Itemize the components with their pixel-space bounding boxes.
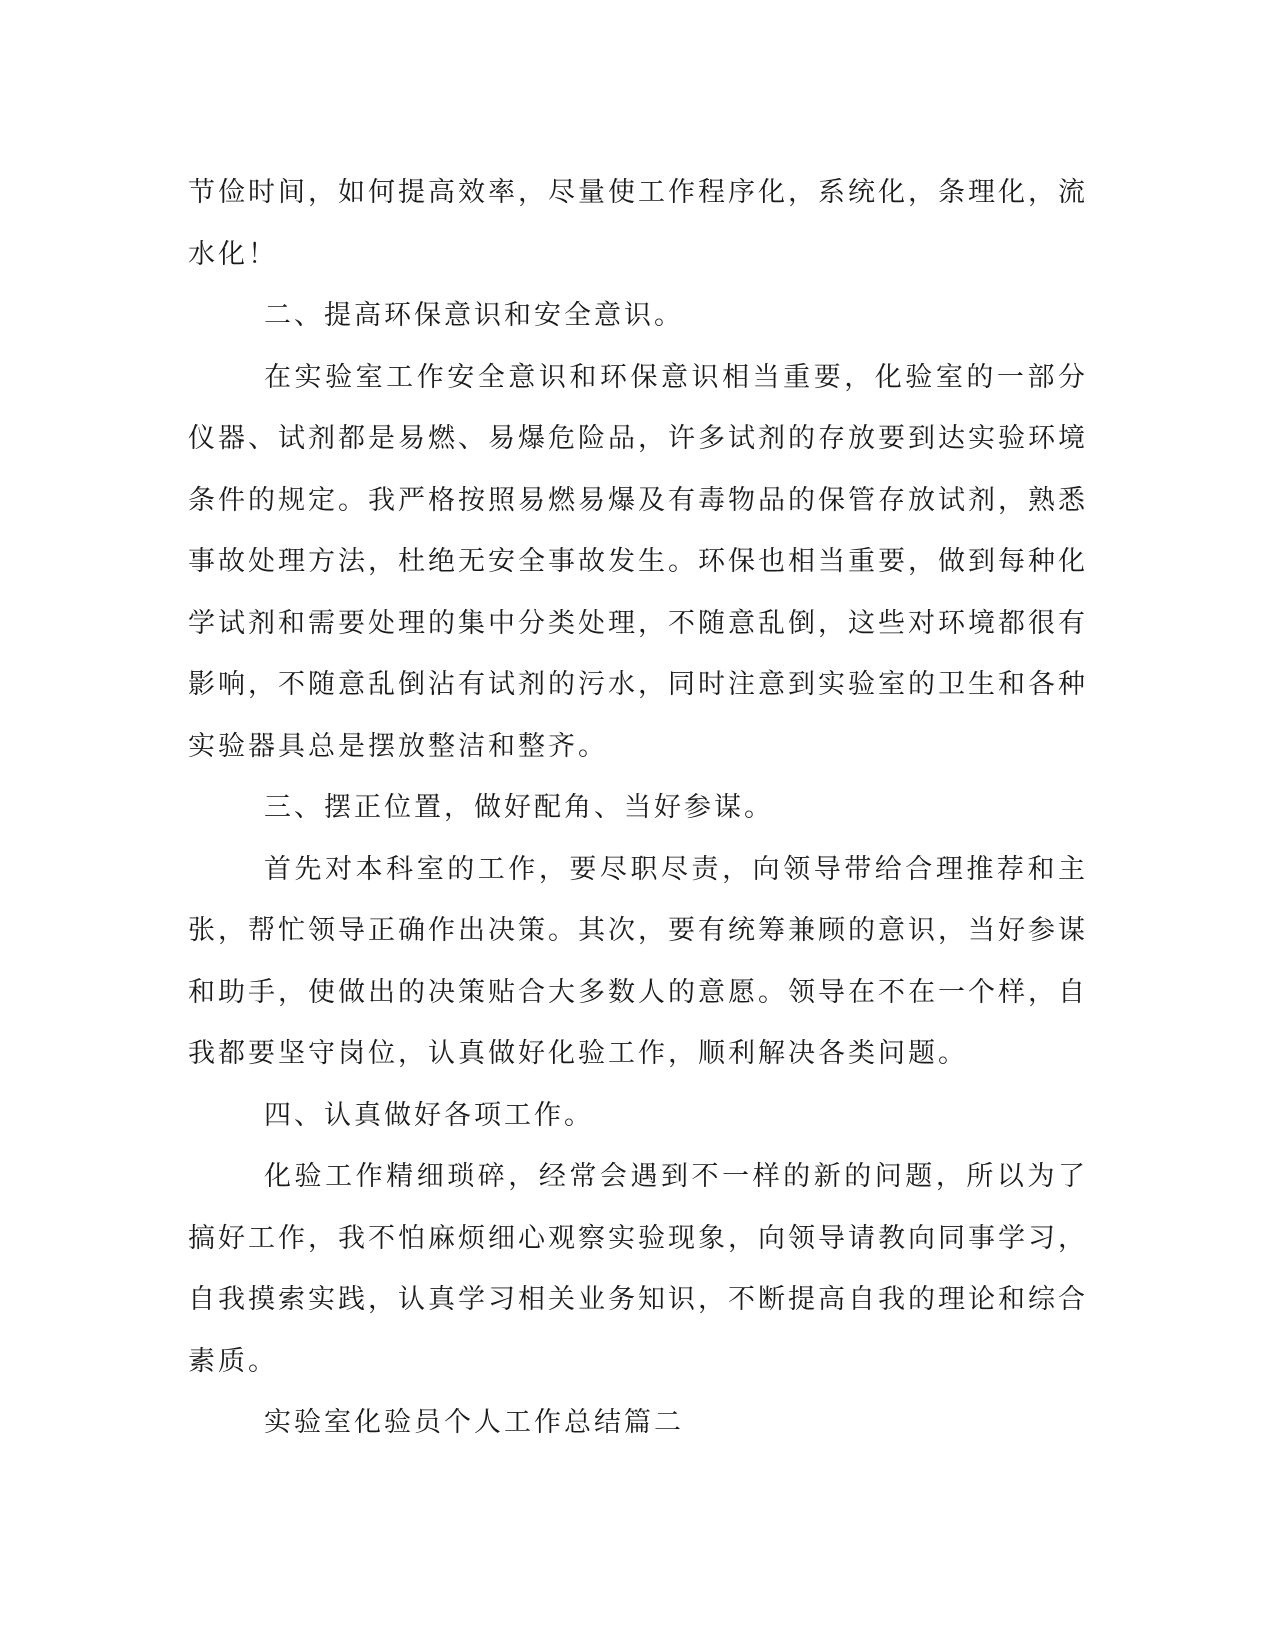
paragraph-safety: 在实验室工作安全意识和环保意识相当重要，化验室的一部分仪器、试剂都是易燃、易爆危险品，许多试剂的存放要到达实验环境条件的规定。我严格按照易燃易爆及有毒物品的保管存放试剂，熟悉事故处理方法，杜绝无安全事故发生。环保也相当重要，做到每种化学试剂和需要处理的集中分类处理，不随意乱倒，这些对环境都很有影响，不随意乱倒沾有试剂的污水，同时注意到实验室的卫生和各种实验器具总是摆放整洁和整齐。 (188, 361, 1088, 762)
document-body (188, 162, 1088, 1454)
paragraph-role: 首先对本科室的工作，要尽职尽责，向领导带给合理推荐和主张，帮忙领导正确作出决策。其次，要有统筹兼顾的意识，当好参谋和助手，使做出的决策贴合大多数人的意愿。领导在不在一个样，自我都要坚守岗位，认真做好化验工作，顺利解决各类问题。 (188, 853, 1088, 1069)
paragraph-work: 化验工作精细琐碎，经常会遇到不一样的新的问题，所以为了搞好工作，我不怕麻烦细心观察实验现象，向领导请教向同事学习，自我摸索实践，认真学习相关业务知识，不断提高自我的理论和综合素质。 (188, 1161, 1088, 1377)
section-heading-4: 四、认真做好各项工作。 (264, 1099, 594, 1131)
section-heading-3: 三、摆正位置，做好配角、当好参谋。 (264, 792, 774, 823)
paragraph-continuation: 节俭时间，如何提高效率，尽量使工作程序化，系统化，条理化，流水化！ (188, 177, 1088, 270)
article-title-part-two: 实验室化验员个人工作总结篇二 (264, 1407, 684, 1438)
section-heading-2: 二、提高环保意识和安全意识。 (264, 300, 684, 331)
